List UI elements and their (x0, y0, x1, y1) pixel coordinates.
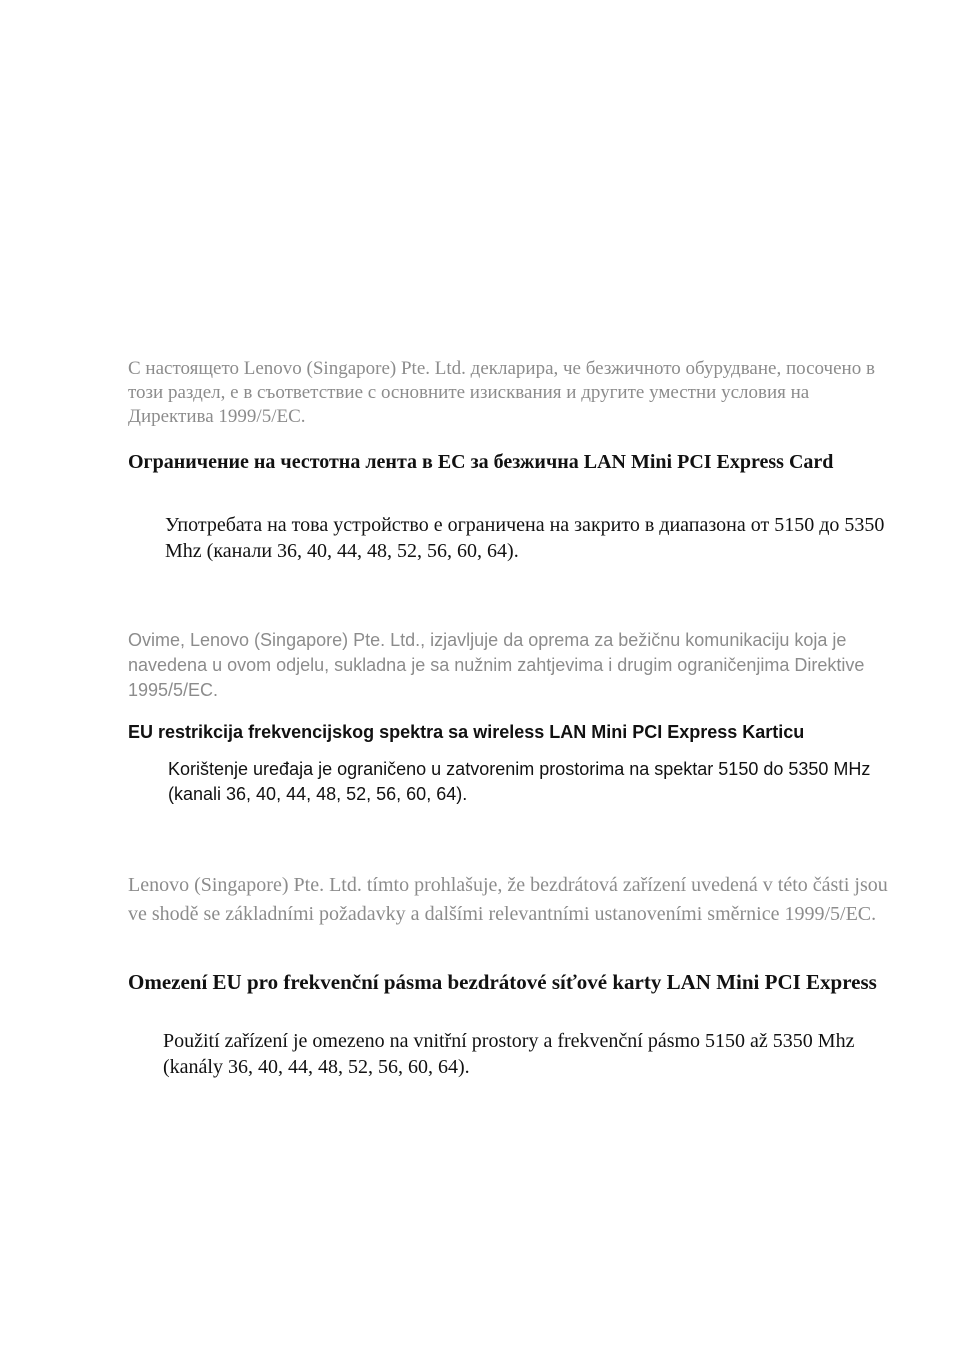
bulgarian-declaration: С настоящето Lenovo (Singapore) Pte. Ltd. декларира, че безжичното обурудване, посочено в този раздел, е в съответствие с основните изисквания и другите уместни условия на Директива 1999/5/ЕС. (128, 358, 875, 427)
bulgarian-body: Употребата на това устройство е ограничена на закрито в диапазона от 5150 до 5350 Mhz (канали 36, 40, 44, 48, 52, 56, 60, 64). (165, 514, 885, 562)
czech-declaration: Lenovo (Singapore) Pte. Ltd. tímto prohlašuje, že bezdrátová zařízení uvedená v této části jsou ve shodě se základními požadavky a dalšími relevantními ustanoveními směrnice 1999/5/EC. (128, 874, 888, 925)
croatian-heading: EU restrikcija frekvencijskog spektra sa wireless LAN Mini PCI Express Karticu (128, 722, 805, 742)
czech-heading: Omezení EU pro frekvenční pásma bezdrátové síťové karty LAN Mini PCI Express (128, 970, 877, 994)
czech-body: Použití zařízení je omezeno na vnitřní prostory a frekvenční pásmo 5150 až 5350 Mhz (kanály 36, 40, 44, 48, 52, 56, 60, 64). (163, 1030, 855, 1078)
croatian-body: Korištenje uređaja je ograničeno u zatvorenim prostorima na spektar 5150 do 5350 MHz (kanali 36, 40, 44, 48, 52, 56, 60, 64). (168, 759, 871, 804)
bulgarian-heading: Ограничение на честотна лента в ЕС за безжична LAN Mini PCI Express Card (128, 451, 834, 473)
croatian-declaration: Ovime, Lenovo (Singapore) Pte. Ltd., izjavljuje da oprema za bežičnu komunikaciju koja je navedena u ovom odjelu, sukladna je sa nužnim zahtjevima i drugim ograničenjima Direktive 1995/5/EC. (128, 630, 865, 700)
